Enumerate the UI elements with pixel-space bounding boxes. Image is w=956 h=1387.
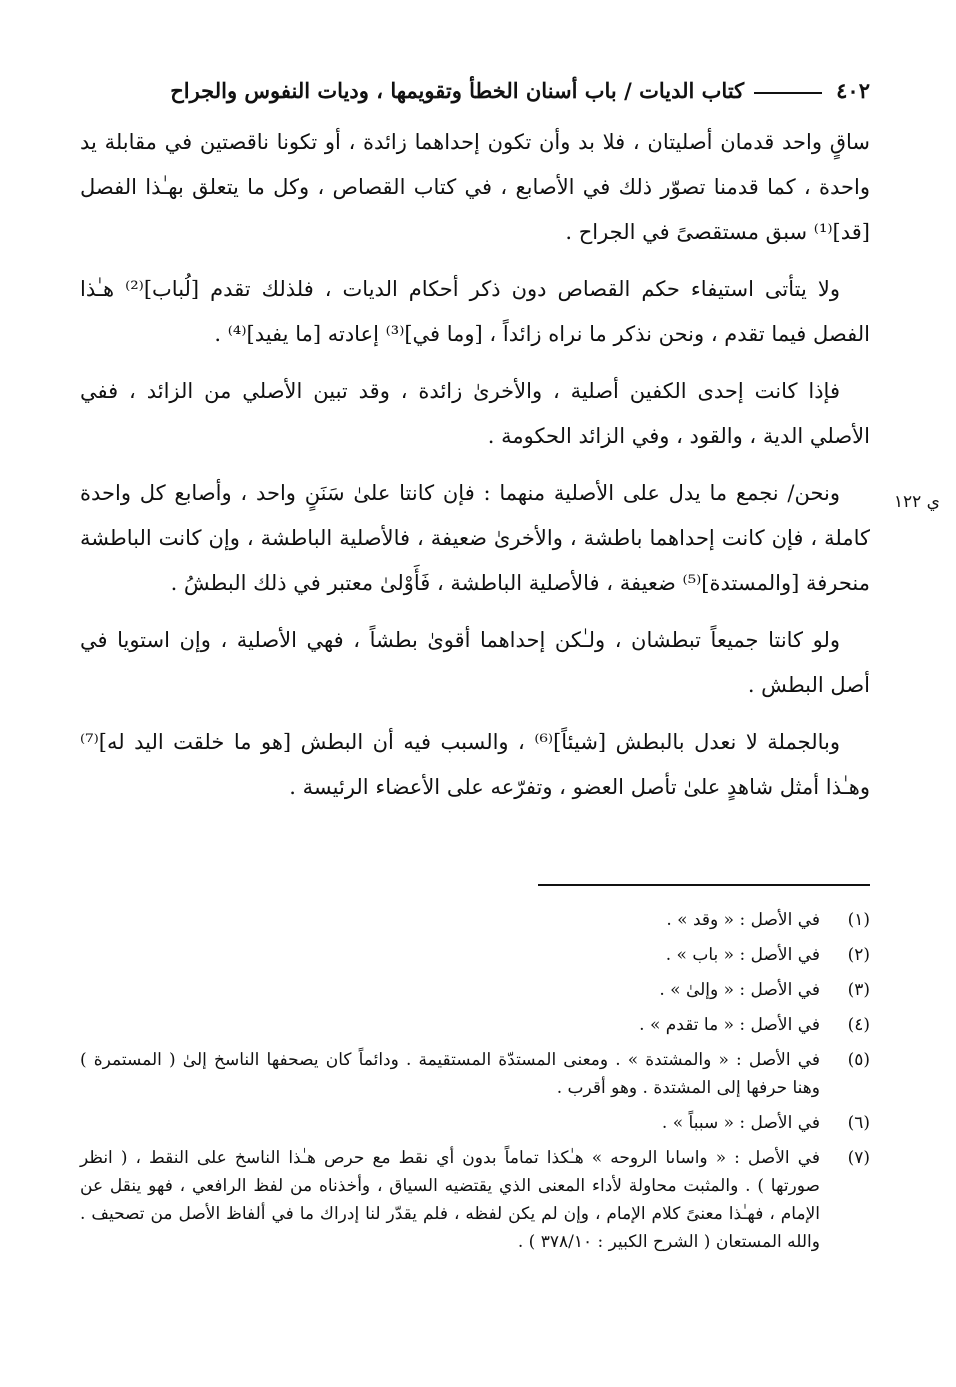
footnote	[80, 1011, 870, 1039]
footnote-text: في الأصل : « وإلىٰ » .	[659, 980, 820, 1000]
header-rule	[754, 92, 822, 94]
footnote-separator	[538, 884, 870, 886]
running-header	[80, 68, 870, 112]
footnote-text: في الأصل : « سبباً » .	[661, 1113, 820, 1133]
footnote-number: (٣)	[847, 980, 870, 1000]
page-number: ٤٠٢	[836, 77, 870, 103]
margin-folio-note: ي ١٢٢	[893, 492, 940, 512]
paragraph: ولو كانتا جميعاً تبطشان ، ولـٰكن إحداهما أقوىٰ بطشاً ، فهي الأصلية ، وإن استويا في أصل البطش .	[80, 628, 870, 697]
header-title: كتاب الديات / باب أسنان الخطأ وتقويمها ، وديات النفوس والجراح	[170, 77, 745, 103]
footnote-number: (١)	[847, 910, 870, 930]
footnote	[80, 1046, 870, 1102]
paragraph: ونحن/ نجمع ما يدل على الأصلية منهما : فإن كانتا علىٰ سَنَنٍ واحد ، وأصابع كل واحدة كاملة ، فإن كانت إحداهما باطشة ، والأخرىٰ ضعيفة ، فالأصلية الباطشة ، وإن كانت الباطشة منحرفة [والمستدة]⁽⁵⁾ ضعيفة ، فالأصلية الباطشة ، فَأَوْلىٰ معتبر في ذلك البطشُ .	[80, 481, 870, 595]
footnote-text: في الأصل : « والمشتدة » . ومعنى المستدّة المستقيمة . ودائماً كان يصحفها الناسخ إلىٰ ( المستمرة ) وهنا حرفها إلى المشتدة . وهو أقرب .	[80, 1050, 820, 1098]
paragraph: وبالجملة لا نعدل بالبطش [شيئاً]⁽⁶⁾ ، والسبب فيه أن البطش [هو ما خلقت اليد له]⁽⁷⁾ وهـٰذا أمثل شاهدٍ علىٰ تأصل العضو ، وتفرّعه على الأعضاء الرئيسة .	[80, 730, 870, 799]
footnote-text: في الأصل : « ما تقدم » .	[639, 1015, 820, 1035]
main-text	[80, 120, 870, 822]
footnote	[80, 1144, 870, 1256]
footnote-text: في الأصل : « باب » .	[665, 945, 820, 965]
paragraph: ولا يتأتى استيفاء حكم القصاص دون ذكر أحكام الديات ، فلذلك تقدم [لُباب]⁽²⁾ هـٰذا الفصل فيما تقدم ، ونحن نذكر ما نراه زائداً ، [وما في]⁽³⁾ إعادته [ما يفيد]⁽⁴⁾ .	[80, 277, 870, 346]
paragraph: ساقٍ واحد قدمان أصليتان ، فلا بد وأن تكون إحداهما زائدة ، أو تكونا ناقصتين في مقابلة يد واحدة ، كما قدمنا تصوّر ذلك في الأصابع ، في كتاب القصاص ، وكل ما يتعلق بهـٰذا الفصل [قد]⁽¹⁾ سبق مستقصىً في الجراح .	[80, 130, 870, 244]
footnote-number: (٤)	[847, 1015, 870, 1035]
footnote	[80, 941, 870, 969]
footnote	[80, 906, 870, 934]
footnote	[80, 976, 870, 1004]
footnote-text: في الأصل : « واساںا الروحه » هـٰكذا تماماً بدون أي نقط مع حرص هـٰذا الناسخ على النقط ، ( انظر صورتها ) . والمثبت محاولة لأداء المعنى الذي يقتضيه السياق ، وأخذناه من لفظ الرافعي ، فهو ينقل عن الإمام ، فهـٰذا معنىً كلام الإمام ، وإن لم يكن لفظه ، فلم يقدّر لنا إدراك ما في ألفاظ الأصل من تصحيف . والله المستعان ( الشرح الكبير : ٣٧٨/١٠ ) .	[80, 1148, 820, 1252]
footnote-number: (٥)	[847, 1050, 870, 1070]
footnote-number: (٧)	[847, 1148, 870, 1168]
footnote-text: في الأصل : « وقد » .	[666, 910, 820, 930]
footnotes	[80, 906, 870, 1263]
paragraph: فإذا كانت إحدى الكفين أصلية ، والأخرىٰ زائدة ، وقد تبين الأصلي من الزائد ، ففي الأصلي الدية ، والقود ، وفي الزائد الحكومة .	[80, 379, 870, 448]
footnote-number: (٢)	[847, 945, 870, 965]
footnote	[80, 1109, 870, 1137]
footnote-number: (٦)	[847, 1113, 870, 1133]
